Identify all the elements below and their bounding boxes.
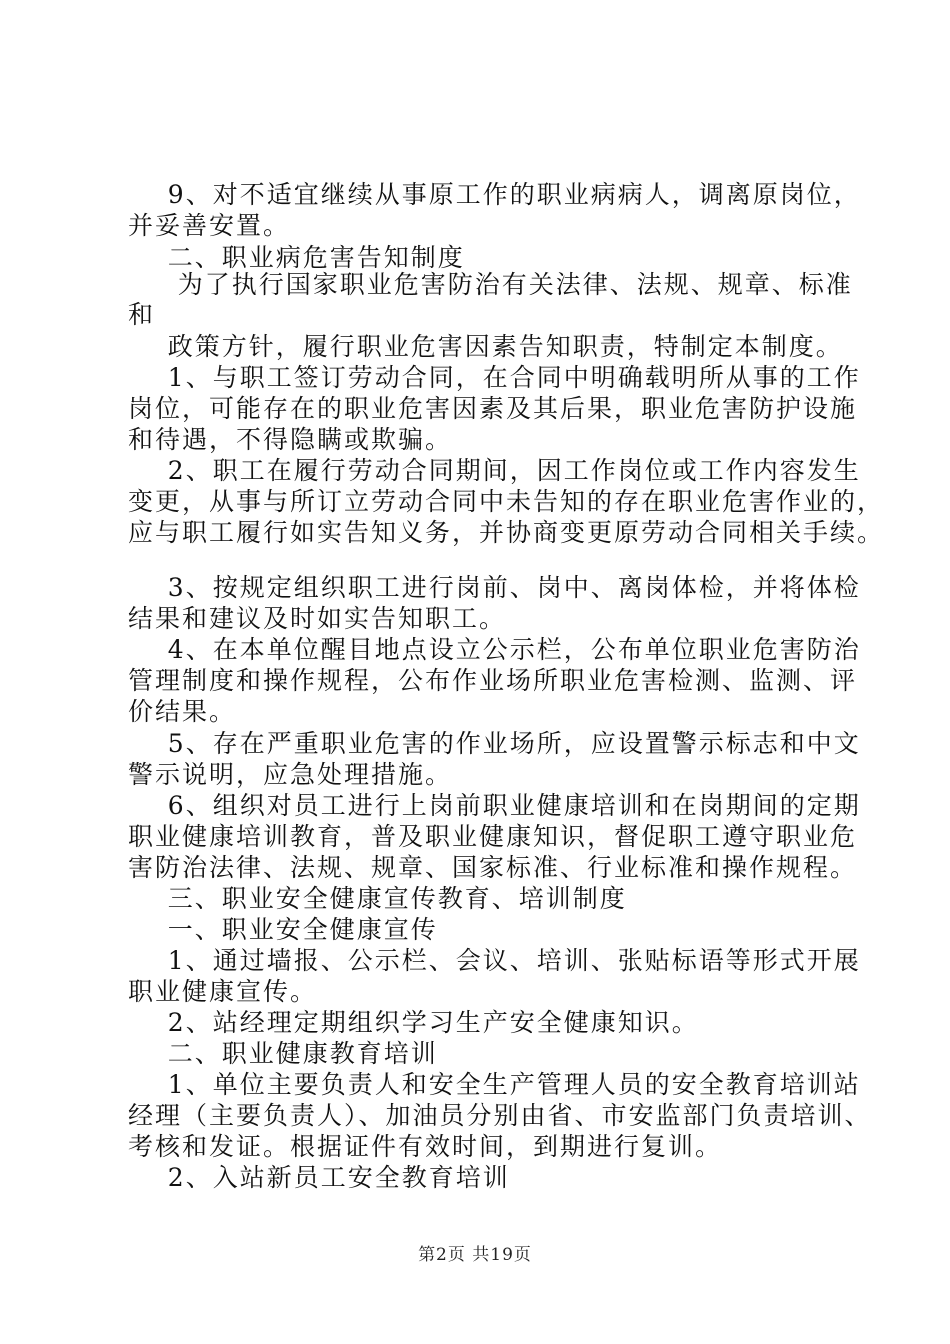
text-line: 4、在本单位醒目地点设立公示栏，公布单位职业危害防治 [128, 635, 861, 664]
section-heading: 三、职业安全健康宣传教育、培训制度 [128, 884, 627, 913]
text-line: 变更，从事与所订立劳动合同中未告知的存在职业危害作业的， [128, 487, 885, 516]
text-line: 警示说明，应急处理措施。 [128, 760, 453, 789]
subsection-heading: 二、职业健康教育培训 [128, 1039, 438, 1068]
text-line: 5、存在严重职业危害的作业场所，应设置警示标志和中文 [128, 729, 861, 758]
text-line: 6、组织对员工进行上岗前职业健康培训和在岗期间的定期 [128, 791, 861, 820]
text-line: 为了执行国家职业危害防治有关法律、法规、规章、标准 [128, 270, 853, 299]
text-line: 职业健康培训教育，普及职业健康知识，督促职工遵守职业危 [128, 822, 858, 851]
text-line: 害防治法律、法规、规章、国家标准、行业标准和操作规程。 [128, 853, 858, 882]
text-line: 应与职工履行如实告知义务，并协商变更原劳动合同相关手续。 [128, 518, 885, 547]
text-line: 考核和发证。根据证件有效时间，到期进行复训。 [128, 1132, 723, 1161]
text-line: 和待遇，不得隐瞒或欺骗。 [128, 425, 453, 454]
text-line: 政策方针，履行职业危害因素告知职责，特制定本制度。 [128, 332, 843, 361]
text-line: 价结果。 [128, 697, 237, 726]
section-heading: 二、职业病危害告知制度 [128, 243, 465, 272]
text-line: 2、职工在履行劳动合同期间，因工作岗位或工作内容发生 [128, 456, 861, 485]
text-line: 经理（主要负责人）、加油员分别由省、市安监部门负责培训、 [128, 1101, 872, 1130]
text-line: 1、单位主要负责人和安全生产管理人员的安全教育培训站 [128, 1070, 861, 1099]
text-line: 3、按规定组织职工进行岗前、岗中、离岗体检，并将体检 [128, 573, 861, 602]
text-line: 1、通过墙报、公示栏、会议、培训、张贴标语等形式开展 [128, 946, 861, 975]
text-line: 2、站经理定期组织学习生产安全健康知识。 [128, 1008, 699, 1037]
subsection-heading: 一、职业安全健康宣传 [128, 915, 438, 944]
text-line: 职业健康宣传。 [128, 977, 318, 1006]
text-line: 结果和建议及时如实告知职工。 [128, 604, 507, 633]
text-line: 2、入站新员工安全教育培训 [128, 1163, 510, 1192]
text-line: 1、与职工签订劳动合同，在合同中明确载明所从事的工作 [128, 363, 861, 392]
text-line: 并妥善安置。 [128, 211, 291, 240]
text-line: 岗位，可能存在的职业危害因素及其后果，职业危害防护设施 [128, 394, 858, 423]
text-line: 9、对不适宜继续从事原工作的职业病病人，调离原岗位， [128, 180, 861, 209]
page-number-footer: 第2页 共19页 [418, 1245, 532, 1265]
text-line: 和 [128, 300, 156, 329]
text-line: 管理制度和操作规程，公布作业场所职业危害检测、监测、评 [128, 666, 858, 695]
